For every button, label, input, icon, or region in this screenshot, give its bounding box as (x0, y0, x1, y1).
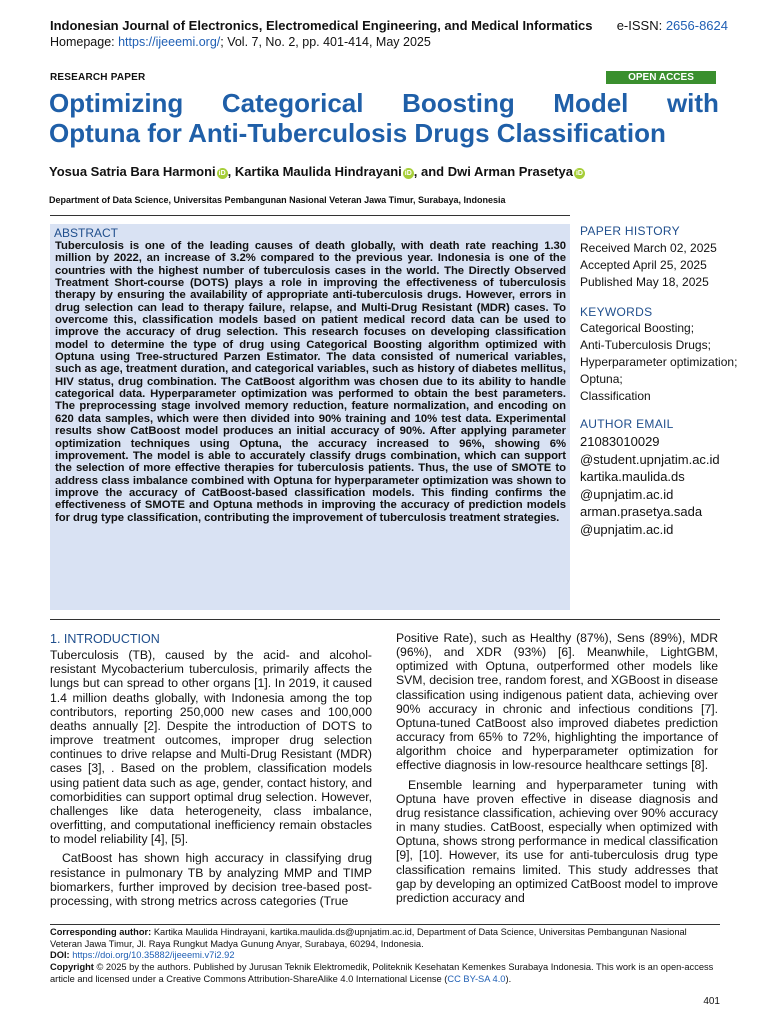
doi-line: DOI: https://doi.org/10.35882/ijeeemi.v7i2.92 (50, 950, 235, 961)
orcid-icon[interactable]: iD (575, 170, 583, 177)
journal-header (50, 17, 728, 51)
homepage-link[interactable]: https://ijeeemi.org/ (118, 35, 221, 49)
author-email: @student.upnjatim.ac.id (580, 451, 720, 467)
keywords-heading: KEYWORDS (580, 305, 653, 319)
doi-link[interactable]: https://doi.org/10.35882/ijeeemi.v7i2.92 (69, 950, 235, 961)
section-heading: 1. INTRODUCTION (50, 632, 160, 646)
footnote (50, 924, 720, 986)
abstract-heading: ABSTRACT (54, 226, 119, 240)
history-heading: PAPER HISTORY (580, 224, 680, 238)
history-published: Published May 18, 2025 (580, 275, 709, 289)
paragraph: CatBoost has shown high accuracy in classifying drug resistance in pulmonary TB by analyzing MMP and TIMP biomarkers, further improved by decision tree-based post-processing, with strong metrics across categories (True (50, 851, 372, 908)
author-email: arman.prasetya.sada (580, 504, 703, 519)
title-line-2: Optuna for Anti-Tuberculosis Drugs Classification (49, 118, 666, 148)
corresponding-author: Corresponding author: Kartika Maulida Hindrayani, kartika.maulida.ds@upnjatim.ac.id, Department of Data Science, Universitas Pembangunan Nasional Veteran Jawa Timur, Jl. Raya Rungkut Madya Gunung Anyar, Surabaya, 60294, Indonesia. (50, 927, 687, 949)
abstract-text: Tuberculosis is one of the leading causes of death globally, with death rate reaching 1.30 million by 2022, an increase of 3.2% compared to the previous year. Indonesia is one of the countries with the highest number of tuberculosis cases in the world. The Directly Observed Treatment Short-course (DOTS) plays a role in improving the effectiveness of tuberculosis therapy by ensuring the availability of appropriate anti-tuberculosis drugs. However, errors in drug selection can lead to therapy failure, relapse, and Multi-Drug Resistant (MDR) cases. To overcome this, classification models based on patient medical record data can be used to improve the accuracy of drug selection. This research focuses on developing classification model to determine the type of drug using Categorical Boosting algorithm optimized with Optuna using Tree-structured Parzen Estimator. The data consisted of numerical variables, such as age, treatment duration, and categorical variables, such as history of diabetes mellitus, HIV status, drug combination. The CatBoost algorithm was chosen due to its ability to handle categorical data. Hyperparameter optimization was performed to obtain the best parameters. The preprocessing stage involved memory reduction, feature normalization, and encoding on 620 data samples, which were then divided into 90% training and 10% test data. Experimental results show CatBoost model produces an initial accuracy of 90%. After applying parameter optimization techniques using Optuna, the accuracy increased to 96%, showing 6% improvement. The model is able to accurately classify drugs combination, which can support the selection of more effective therapies for tuberculosis patients. Thus, the use of SMOTE to address class imbalance combined with Optuna for hyperparameter optimization was shown to improve the accuracy of CatBoost-based classification models. This finding confirms the effectiveness of SMOTE and Optuna methods in improving the accuracy of prediction models for drug type classification, contributing the improvement of tuberculosis treatment strategies. (55, 240, 566, 524)
right-column (396, 631, 718, 905)
author-email: @upnjatim.ac.id (580, 521, 674, 537)
paper-sidebar (580, 224, 750, 538)
email-heading: AUTHOR EMAIL (580, 417, 674, 431)
author-3: Dwi Arman Prasetya (447, 164, 573, 179)
page-number: 401 (703, 996, 720, 1007)
paragraph: Positive Rate), such as Healthy (87%), Sens (89%), MDR (96%), and XDR (93%) [6]. Meanwhile, LightGBM, optimized with Optuna, outperformed other models like SVM, decision tree, random forest, and XGBoost in disease classification using indigenous patient data, achieving over 90% accuracy in chronic and infectious conditions [7]. Optuna-tuned CatBoost also improved diabetes prediction accuracy from 65% to 72%, highlighting the importance of algorithm choice and hyperparameter optimization for effective diagnosis in low-resource healthcare settings [8]. (396, 631, 718, 773)
open-access-badge: OPEN ACCES (606, 71, 716, 84)
keyword: Classification (580, 389, 651, 403)
keyword: Hyperparameter optimization; (580, 355, 738, 369)
journal-name: Indonesian Journal of Electronics, Electromedical Engineering, and Medical Informatics (50, 18, 593, 33)
author-email: 21083010029 (580, 434, 660, 449)
left-column (50, 632, 372, 908)
abstract-box (50, 224, 570, 610)
issn: e-ISSN: 2656-8624 (616, 18, 728, 33)
history-accepted: Accepted April 25, 2025 (580, 258, 707, 272)
issn-link[interactable]: 2656-8624 (665, 18, 728, 33)
author-2: Kartika Maulida Hindrayani (234, 164, 402, 179)
author-email: @upnjatim.ac.id (580, 486, 674, 502)
paper-title (49, 88, 719, 148)
copyright-line: Copyright © 2025 by the authors. Published by Jurusan Teknik Elektromedik, Politeknik Kesehatan Kemenkes Surabaya Indonesia. This work is an open-access article and licensed under a Creative Commons Attribution-ShareAlike 4.0 International License (CC BY-SA 4.0). (50, 962, 714, 984)
history-received: Received March 02, 2025 (580, 241, 717, 255)
affiliation: Department of Data Science, Universitas Pembangunan Nasional Veteran Jawa Timur, Surabaya, Indonesia (49, 195, 506, 205)
author-1: Yosua Satria Bara Harmoni (49, 164, 216, 179)
keyword: Optuna; (580, 372, 623, 386)
author-email: kartika.maulida.ds (580, 469, 685, 484)
paragraph: Ensemble learning and hyperparameter tuning with Optuna have proven effective in disease diagnosis and drug resistance classification, achieving over 90% accuracy in many studies. CatBoost, especially when optimized with Optuna, shows strong performance in medical classification [9], [10]. However, its use for anti-tuberculosis drug type classification remains limited. This study addresses that gap by developing an optimized CatBoost model to improve prediction accuracy and (396, 777, 718, 905)
volume-info: ; Vol. 7, No. 2, pp. 401-414, May 2025 (220, 35, 431, 49)
author-list: Yosua Satria Bara Harmoni iD , Kartika Maulida Hindrayani iD , and Dwi Arman Prasetya iD (49, 164, 583, 179)
orcid-icon[interactable]: iD (404, 170, 412, 177)
title-line-1: Optimizing Categorical Boosting Model with (49, 88, 719, 118)
homepage-line: Homepage: https://ijeeemi.org/; Vol. 7, No. 2, pp. 401-414, May 2025 (50, 35, 431, 49)
divider (50, 619, 720, 620)
paper-type-label: RESEARCH PAPER (50, 72, 146, 83)
license-link[interactable]: CC BY-SA 4.0 (447, 973, 506, 984)
orcid-icon[interactable]: iD (218, 170, 226, 177)
divider (50, 215, 570, 216)
paragraph: Tuberculosis (TB), caused by the acid- and alcohol-resistant Mycobacterium tuberculosis, primarily affects the lungs but can spread to other organs [1]. In 2019, it caused 1.4 million deaths globally, with Indonesia among the top contributors, reporting 250,000 new cases and 100,000 deaths annually [2]. Despite the introduction of DOTS to improve treatment outcomes, improper drug selection continues to drive relapse and Multi-Drug Resistant (MDR) cases [3], . Based on the problem, classification models using patient data such as age, gender, contact history, and comorbidities can support optimal drug selection. However, challenges like data heterogeneity, class imbalance, overfitting, and computational inefficiency remain obstacles to model reliability [4], [5]. (50, 648, 372, 847)
keyword: Categorical Boosting; (580, 321, 695, 335)
keyword: Anti-Tuberculosis Drugs; (580, 338, 711, 352)
